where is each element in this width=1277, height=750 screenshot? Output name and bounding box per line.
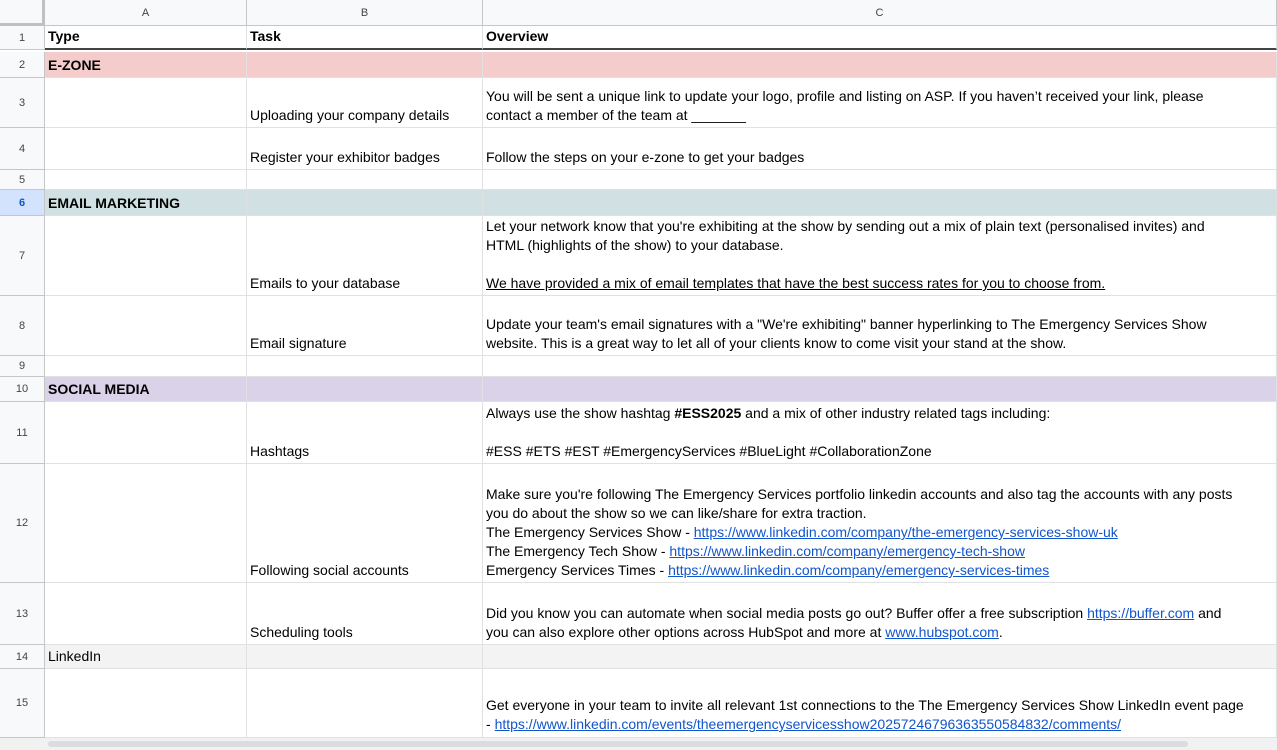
overview-line: contact a member of the team at _______ (486, 107, 746, 123)
cell-a3[interactable] (45, 78, 247, 128)
linkedin-link[interactable]: https://www.linkedin.com/company/the-emergency-services-show-uk (693, 524, 1118, 540)
cell-b4[interactable] (247, 128, 483, 170)
overview-text: and (1194, 605, 1222, 621)
cell-text: Overview (486, 28, 549, 44)
task-label: Hashtags (250, 443, 310, 459)
cell-b15[interactable] (247, 669, 483, 738)
task-label: Scheduling tools (250, 624, 353, 640)
account-label: The Emergency Services Show - (486, 524, 694, 540)
section-title: SOCIAL MEDIA (48, 381, 150, 397)
cell-text: Type (48, 28, 80, 44)
overview-text: - (486, 716, 495, 732)
social-account-line (486, 542, 1273, 561)
cell-b9[interactable] (247, 356, 483, 377)
row-header-7[interactable]: 7 (0, 216, 45, 296)
cell-c5[interactable] (483, 170, 1277, 190)
cell-b8[interactable] (247, 296, 483, 356)
column-header-b[interactable]: B (247, 0, 483, 26)
show-hashtag: #ESS2025 (674, 405, 742, 421)
cell-b5[interactable] (247, 170, 483, 190)
overview-text: Always use the show hashtag (486, 405, 675, 421)
row-header-2[interactable]: 2 (0, 52, 45, 78)
cell-c12[interactable] (483, 464, 1277, 583)
overview-line: Update your team's email signatures with a "We're exhibiting" banner hyperlinking to The Emergency Services Show (486, 316, 1207, 332)
cell-a5[interactable] (45, 170, 247, 190)
row-header-12[interactable]: 12 (0, 464, 45, 583)
cell-b12[interactable] (247, 464, 483, 583)
row-header-8[interactable]: 8 (0, 296, 45, 356)
cell-a2[interactable] (45, 52, 247, 78)
section-title: EMAIL MARKETING (48, 195, 180, 211)
row-header-3[interactable]: 3 (0, 78, 45, 128)
column-header-a[interactable]: A (45, 0, 247, 26)
overview-line (486, 404, 1273, 423)
overview-line (486, 423, 1273, 442)
cell-a1[interactable] (45, 26, 247, 50)
cell-b3[interactable] (247, 78, 483, 128)
overview-text: you can also explore other options across HubSpot and more at (486, 624, 886, 640)
overview-line: Make sure you're following The Emergency Services portfolio linkedin accounts and also tag the accounts with any posts (486, 486, 1233, 502)
cell-c8[interactable] (483, 296, 1277, 356)
overview-line (486, 604, 1273, 623)
cell-b6[interactable] (247, 190, 483, 216)
overview-line: You will be sent a unique link to update your logo, profile and listing on ASP. If you haven’t received your link, please (486, 88, 1204, 104)
task-label: Following social accounts (250, 562, 409, 578)
row-header-5[interactable]: 5 (0, 170, 45, 190)
cell-b7[interactable] (247, 216, 483, 296)
linkedin-link[interactable]: https://www.linkedin.com/company/emergency-services-times (668, 562, 1050, 578)
row-header-11[interactable]: 11 (0, 402, 45, 464)
horizontal-scrollbar-thumb[interactable] (48, 741, 1188, 747)
overview-text: Did you know you can automate when social media posts go out? Buffer offer a free subscription (486, 605, 1088, 621)
linkedin-link[interactable]: https://www.linkedin.com/company/emergency-tech-show (669, 543, 1025, 559)
overview-line: Get everyone in your team to invite all relevant 1st connections to the The Emergency Services Show LinkedIn event page (486, 697, 1244, 713)
cell-a8[interactable] (45, 296, 247, 356)
cell-a11[interactable] (45, 402, 247, 464)
cell-b11[interactable] (247, 402, 483, 464)
cell-a9[interactable] (45, 356, 247, 377)
cell-b13[interactable] (247, 583, 483, 645)
overview-line: website. This is a great way to let all of your clients know to come visit your stand at the show. (486, 335, 1067, 351)
overview-line: you do about the show so we can like/share for extra traction. (486, 505, 867, 521)
cell-b14[interactable] (247, 645, 483, 669)
cell-c6[interactable] (483, 190, 1277, 216)
cell-c2[interactable] (483, 52, 1277, 78)
cell-c9[interactable] (483, 356, 1277, 377)
cell-a14[interactable] (45, 645, 247, 669)
row-header-6[interactable]: 6 (0, 190, 45, 216)
buffer-link[interactable]: https://buffer.com (1087, 605, 1195, 621)
hashtag-list: #ESS #ETS #EST #EmergencyServices #BlueLight #CollaborationZone (486, 443, 932, 459)
row-header-14[interactable]: 14 (0, 645, 45, 669)
select-all-corner[interactable] (0, 0, 45, 26)
row-header-10[interactable]: 10 (0, 377, 45, 402)
cell-a13[interactable] (45, 583, 247, 645)
cell-text: Task (250, 28, 281, 44)
task-label: Uploading your company details (250, 107, 450, 123)
row-header-1[interactable]: 1 (0, 26, 45, 50)
cell-a6[interactable] (45, 190, 247, 216)
cell-a10[interactable] (45, 377, 247, 402)
cell-c11[interactable] (483, 402, 1277, 464)
cell-a7[interactable] (45, 216, 247, 296)
task-label: Email signature (250, 335, 347, 351)
account-label: Emergency Services Times - (486, 562, 669, 578)
cell-c13[interactable] (483, 583, 1277, 645)
linkedin-event-link[interactable]: https://www.linkedin.com/events/theemergencyservicesshow2025724679636355058483​2/comments/ (494, 716, 1122, 732)
cell-c1[interactable] (483, 26, 1277, 50)
social-account-line (486, 561, 1273, 580)
row-header-15[interactable]: 15 (0, 669, 45, 738)
cell-c3[interactable] (483, 78, 1277, 128)
row-header-13[interactable]: 13 (0, 583, 45, 645)
cell-c14[interactable] (483, 645, 1277, 669)
overview-line (486, 255, 1273, 274)
task-label: Register your exhibitor badges (250, 149, 440, 165)
hubspot-link[interactable]: www.hubspot.com (885, 624, 999, 640)
cell-c15[interactable] (483, 669, 1277, 738)
cell-c7[interactable] (483, 216, 1277, 296)
account-label: The Emergency Tech Show - (486, 543, 670, 559)
subsection-title: LinkedIn (48, 648, 101, 664)
cell-a4[interactable] (45, 128, 247, 170)
cell-b10[interactable] (247, 377, 483, 402)
task-label: Emails to your database (250, 275, 401, 291)
overview-line: Follow the steps on your e-zone to get your badges (486, 149, 805, 165)
cell-c10[interactable] (483, 377, 1277, 402)
email-templates-link[interactable]: We have provided a mix of email templates that have the best success rates for you to choose from. (486, 275, 1106, 291)
row-header-9[interactable]: 9 (0, 356, 45, 377)
overview-line (486, 623, 1273, 642)
section-title: E-ZONE (48, 57, 101, 73)
overview-text: and a mix of other industry related tags including: (741, 405, 1051, 421)
overview-line: Let your network know that you're exhibiting at the show by sending out a mix of plain text (personalised invites) and (486, 218, 1205, 234)
cell-a12[interactable] (45, 464, 247, 583)
cell-c4[interactable] (483, 128, 1277, 170)
cell-a15[interactable] (45, 669, 247, 738)
cell-b1[interactable] (247, 26, 483, 50)
overview-line (486, 715, 1273, 734)
overview-line: HTML (highlights of the show) to your database. (486, 237, 784, 253)
social-account-line (486, 523, 1273, 542)
column-header-c[interactable]: C (483, 0, 1277, 26)
cell-b2[interactable] (247, 52, 483, 78)
row-header-4[interactable]: 4 (0, 128, 45, 170)
overview-text: . (998, 624, 1003, 640)
